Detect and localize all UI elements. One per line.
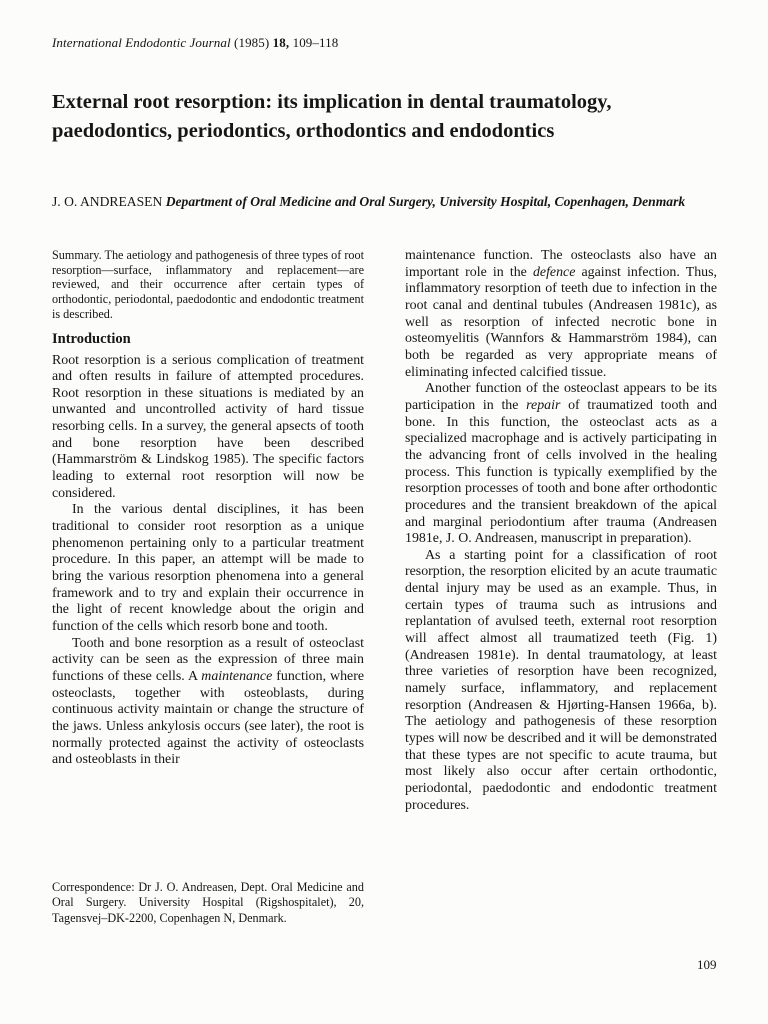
- r2-text-a: Another function of the osteoclast appears to be its participation in the: [405, 381, 717, 413]
- journal-reference: [52, 35, 338, 51]
- intro-paragraph-1: Root resorption is a serious complication of treatment and often results in failure of attempted procedures. Root resorption in these situations is mediated by an unwanted and uncontrolled activity of hard tissue resorbing cells. In a survey, the general apsects of tooth and bone resorption have been described (Hammarström & Lindskog 1985). The specific factors leading to external root resorption will now be considered.: [52, 352, 364, 501]
- correspondence-note: Correspondence: Dr J. O. Andreasen, Dept. Oral Medicine and Oral Surgery. University Hospital (Rigshospitalet), 20, Tagensvej–DK-2200, Copenhagen N, Denmark.: [52, 880, 364, 925]
- journal-name: International Endodontic Journal: [52, 35, 231, 50]
- author-affiliation: Department of Oral Medicine and Oral Surgery, University Hospital, Copenhagen, Denmark: [165, 194, 686, 209]
- intro-paragraph-3: [52, 636, 364, 769]
- left-column: [52, 248, 364, 769]
- r1-text-b: against infection. Thus, inflammatory resorption of teeth due to infection in the root canal and dentinal tubules (Andreasen 1981c), as well as resorption of infected necrotic bone in osteomyelitis (Wannfors & Hammarström 1984), can both be regarded as very appropriate means of eliminating infected calcified tissue.: [405, 264, 717, 380]
- intro-paragraph-2: In the various dental disciplines, it has been traditional to consider root resorption as a unique phenomenon pertaining only to a particular treatment procedure. In this paper, an attempt will be made to bring the various resorption phenomena into a general framework and to try and explain their occurrence in the light of recent knowledge about the origin and function of the cells which resorb bone and tooth.: [52, 502, 364, 635]
- author-block: [52, 193, 712, 211]
- p3-text-b: function, where osteoclasts, together with osteoblasts, during continuous activity maintain or change the structure of the jaws. Unless ankylosis occurs (see later), the root is normally protected against the activity of osteoclasts and osteoblasts in their: [52, 668, 364, 768]
- summary-text: The aetiology and pathogenesis of three types of root resorption—surface, inflammatory and replacement—are reviewed, and their occurrence after certain types of orthodontic, periodontal, paedodontic and endodontic treatment is described.: [52, 248, 364, 321]
- r1-italic-term: defence: [532, 264, 576, 280]
- article-title: External root resorption: its implication in dental traumatology, paedodontics, periodontics, orthodontics and endodontics: [52, 91, 612, 142]
- r2-text-b: of traumatized tooth and bone. In this function, the osteoclast acts as a specialized macrophage and is actively participating in the advancing front of cells involved in the healing process. This function is typically exemplified by the resorption processes of tooth and bone after orthodontic procedures and the transient breakdown of the apical and marginal periodontium after trauma (Andreasen 1981e, J. O. Andreasen, manuscript in preparation).: [405, 397, 717, 547]
- author-name: J. O. ANDREASEN: [52, 194, 163, 209]
- journal-year: (1985): [234, 35, 270, 50]
- p3-italic-term: maintenance: [201, 668, 273, 684]
- r1-text-a: maintenance function. The osteoclasts also have an important role in the: [405, 248, 717, 280]
- right-paragraph-3: As a starting point for a classification of root resorption, the resorption elicited by an acute traumatic dental injury may be used as an example. Thus, in certain types of trauma such as intrusions and replantation of avulsed teeth, external root resorption will affect almost all traumatized teeth (Fig. 1) (Andreasen 1981e). In dental traumatology, at least three varieties of resorption have been recognized, namely surface, inflammatory, and replacement resorption (Andreasen & Hjørting-Hansen 1966a, b). The aetiology and pathogenesis of these resorption types will now be described and it will be demonstrated that these types are not specific to acute trauma, but most likely also occur after certain orthodontic, periodontal, paedodontic and endodontic treatment procedures.: [405, 547, 717, 813]
- right-paragraph-1: [405, 248, 717, 381]
- page-number: 109: [697, 957, 717, 972]
- r2-italic-term: repair: [526, 397, 561, 413]
- section-heading-introduction: Introduction: [52, 330, 131, 347]
- p3-text-a: Tooth and bone resorption as a result of osteoclast activity can be seen as the expression of three main functions of these cells. A: [52, 635, 364, 684]
- summary: [52, 248, 364, 322]
- right-column: [405, 248, 717, 814]
- journal-volume: 18,: [272, 35, 290, 50]
- right-paragraph-2: [405, 381, 717, 548]
- journal-pages: 109–118: [292, 35, 339, 50]
- summary-label: Summary.: [52, 248, 102, 262]
